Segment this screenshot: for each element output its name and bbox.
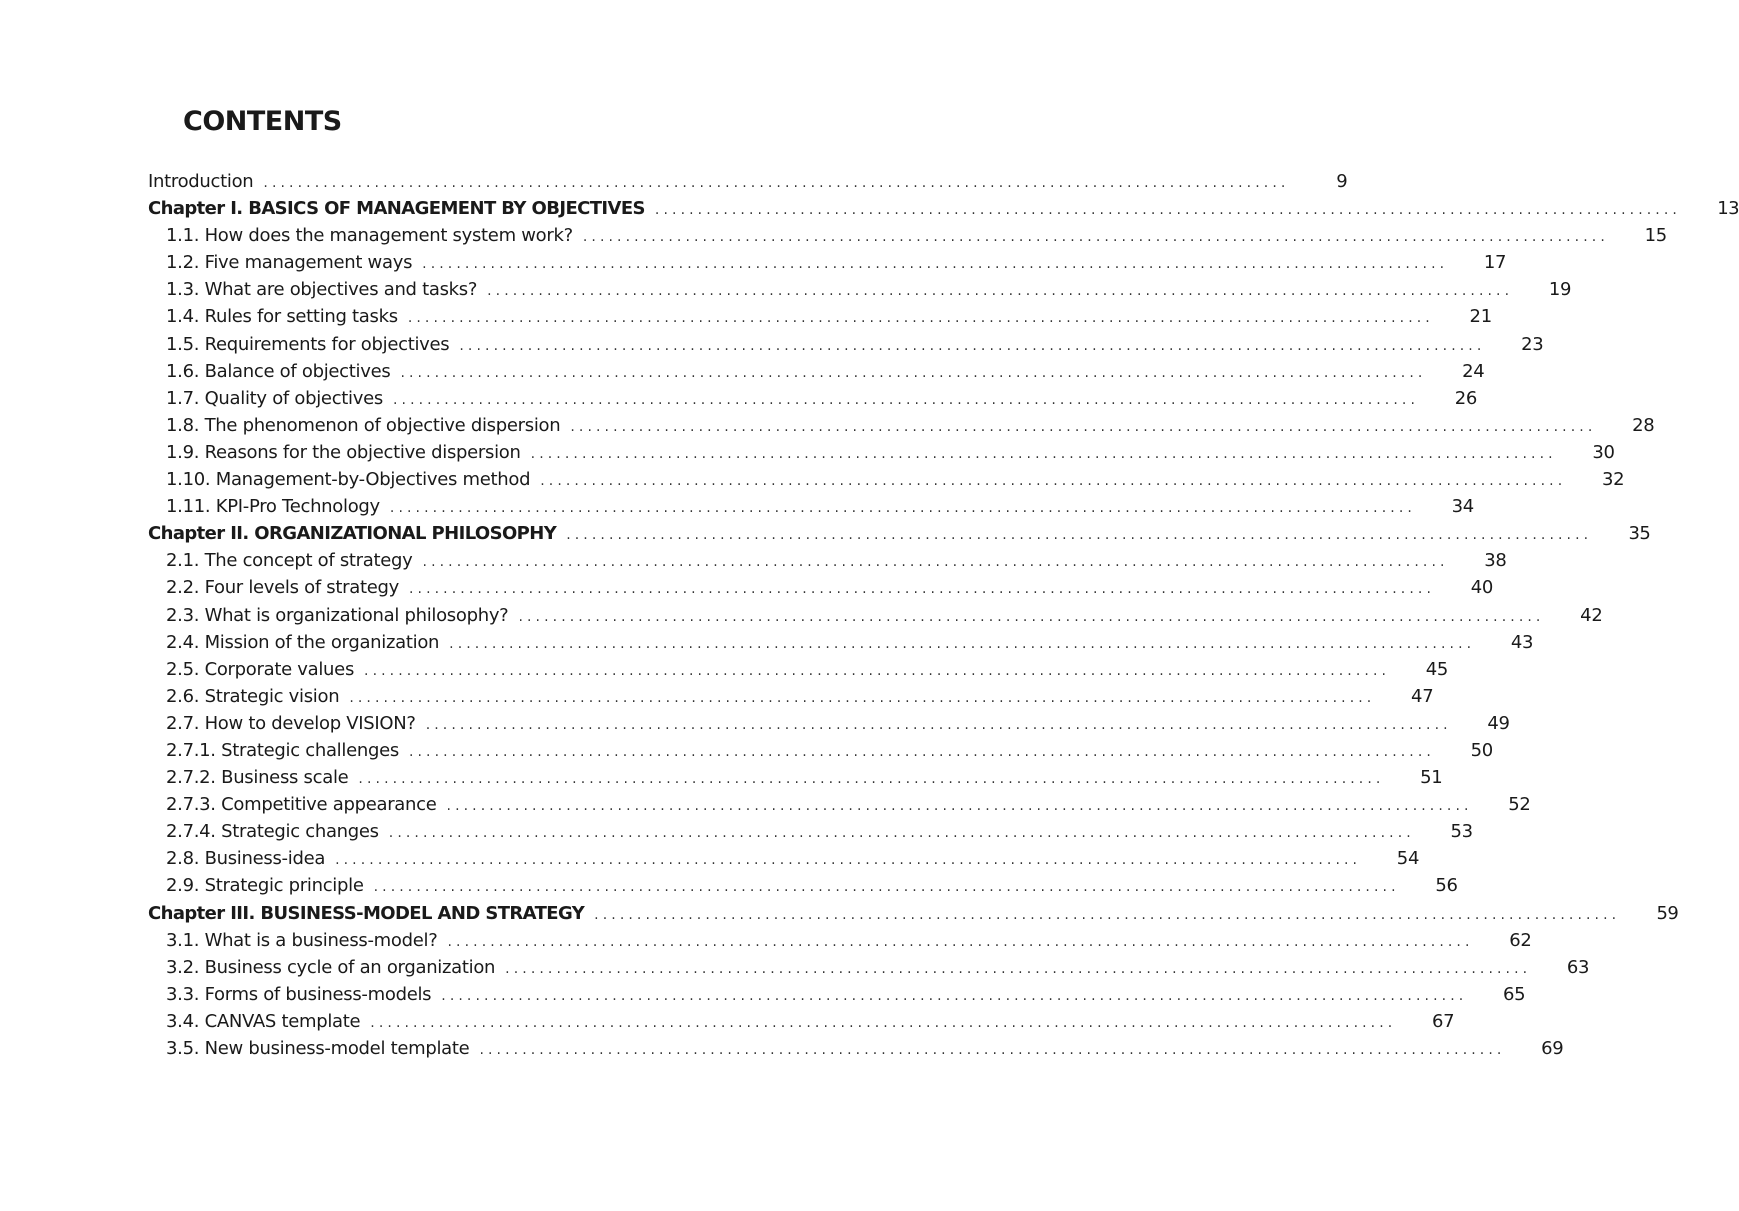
table-of-contents: [148, 168, 1739, 1062]
dot-leader: ........................................................................................................................: [422, 554, 1449, 571]
toc-entry-title: 2.8. Business-idea: [166, 848, 326, 870]
toc-entry: [148, 872, 1458, 899]
dot-leader: ........................................................................................................................: [358, 771, 1385, 788]
toc-chapter-entry: [148, 900, 1679, 927]
toc-chapter-entry: [148, 195, 1739, 222]
toc-entry: [148, 574, 1494, 601]
toc-page-number: 38: [1484, 550, 1507, 572]
toc-page-number: 26: [1454, 387, 1477, 409]
toc-page-number: 19: [1548, 279, 1572, 301]
toc-page-number: 69: [1541, 1038, 1564, 1059]
dot-leader: ........................................................................................................................: [388, 825, 1415, 842]
toc-page-number: 34: [1451, 496, 1474, 518]
toc-entry: [148, 1008, 1455, 1035]
dot-leader: ........................................................................................................................: [654, 202, 1681, 219]
toc-page-number: 35: [1628, 523, 1651, 545]
dot-leader: ........................................................................................................................: [530, 445, 1557, 462]
dot-leader: ........................................................................................................................: [447, 933, 1474, 950]
dot-leader: ........................................................................................................................: [392, 391, 1419, 408]
page-title: CONTENTS: [183, 106, 342, 137]
toc-entry-title: 3.3. Forms of business-models: [166, 983, 432, 1005]
toc-page-number: 65: [1502, 983, 1526, 1005]
toc-entry-title: 1.3. What are objectives and tasks?: [166, 279, 478, 301]
toc-entry: [148, 1035, 1564, 1062]
dot-leader: ........................................................................................................................: [505, 960, 1532, 977]
toc-entry: [148, 954, 1590, 981]
toc-entry-title: 1.7. Quality of objectives: [166, 387, 383, 409]
dot-leader: ........................................................................................................................: [370, 1014, 1397, 1031]
toc-entry: [148, 656, 1449, 683]
dot-leader: ........................................................................................................................: [594, 906, 1621, 923]
toc-page-number: 56: [1435, 875, 1458, 897]
dot-leader: ........................................................................................................................: [582, 229, 1609, 246]
toc-page-number: 59: [1656, 902, 1679, 924]
toc-entry: [148, 249, 1507, 276]
dot-leader: ........................................................................................................................: [364, 662, 1391, 679]
dot-leader: ........................................................................................................................: [540, 473, 1567, 490]
toc-page-number: 45: [1425, 658, 1449, 680]
toc-entry: [148, 547, 1507, 574]
toc-entry: [148, 168, 1348, 195]
toc-entry: [148, 331, 1544, 358]
toc-page-number: 23: [1521, 333, 1544, 355]
dot-leader: ........................................................................................................................: [441, 987, 1468, 1004]
toc-entry-title: Introduction: [148, 171, 254, 192]
toc-page-number: 40: [1470, 577, 1494, 599]
toc-page-number: 49: [1487, 712, 1510, 734]
toc-page-number: 24: [1462, 360, 1485, 382]
toc-entry-title: 2.7.4. Strategic changes: [166, 821, 379, 843]
toc-page-number: 62: [1509, 929, 1532, 951]
toc-entry-title: 2.7.2. Business scale: [166, 767, 349, 789]
toc-page-number: 54: [1396, 848, 1420, 870]
toc-entry-title: 3.5. New business-model template: [166, 1038, 470, 1059]
toc-page-number: 63: [1566, 956, 1590, 978]
dot-leader: ........................................................................................................................: [446, 798, 1473, 815]
dot-leader: ........................................................................................................................: [408, 581, 1436, 598]
toc-page-number: 28: [1632, 414, 1655, 436]
toc-entry: [148, 764, 1443, 791]
toc-page-number: 50: [1470, 739, 1493, 761]
dot-leader: ........................................................................................................................: [449, 635, 1476, 652]
toc-entry-title: 2.9. Strategic principle: [166, 875, 364, 897]
toc-entry-title: 1.10. Management-by-Objectives method: [166, 469, 531, 491]
toc-entry: [148, 358, 1485, 385]
toc-entry: [148, 385, 1477, 412]
toc-entry-title: 1.4. Rules for setting tasks: [166, 306, 398, 328]
toc-entry: [148, 602, 1603, 629]
toc-entry-title: 2.4. Mission of the organization: [166, 631, 440, 653]
dot-leader: ........................................................................................................................: [479, 1042, 1506, 1058]
toc-entry-title: 2.7.3. Competitive appearance: [166, 794, 437, 816]
toc-entry: [148, 791, 1531, 818]
toc-entry-title: 3.2. Business cycle of an organization: [166, 956, 496, 978]
dot-leader: ........................................................................................................................: [566, 527, 1593, 544]
dot-leader: ........................................................................................................................: [263, 175, 1290, 191]
toc-entry: [148, 737, 1493, 764]
toc-entry: [148, 412, 1655, 439]
toc-entry-title: 3.4. CANVAS template: [166, 1010, 361, 1032]
toc-entry-title: 1.2. Five management ways: [166, 252, 413, 274]
toc-entry-title: 2.3. What is organizational philosophy?: [166, 604, 509, 626]
toc-page-number: 17: [1483, 252, 1507, 274]
dot-leader: ........................................................................................................................: [407, 310, 1434, 327]
toc-entry-title: 2.7.1. Strategic challenges: [166, 739, 399, 761]
toc-page-number: 9: [1336, 171, 1348, 192]
dot-leader: ........................................................................................................................: [422, 256, 1449, 273]
dot-leader: ........................................................................................................................: [335, 852, 1362, 869]
toc-entry: [148, 222, 1667, 249]
dot-leader: ........................................................................................................................: [373, 879, 1400, 896]
toc-entry-title: 2.2. Four levels of strategy: [166, 577, 399, 599]
toc-entry: [148, 629, 1534, 656]
toc-page-number: 42: [1580, 604, 1603, 626]
toc-entry-title: 2.1. The concept of strategy: [166, 550, 413, 572]
toc-page-number: 32: [1601, 469, 1625, 491]
toc-entry-title: 3.1. What is a business-model?: [166, 929, 438, 951]
toc-entry-title: 1.11. KPI-Pro Technology: [166, 496, 380, 518]
toc-entry: [148, 683, 1434, 710]
dot-leader: ........................................................................................................................: [408, 743, 1435, 760]
toc-entry: [148, 845, 1420, 872]
dot-leader: ........................................................................................................................: [400, 364, 1427, 381]
toc-page-number: 43: [1510, 631, 1534, 653]
toc-page-number: 53: [1450, 821, 1473, 843]
dot-leader: ........................................................................................................................: [487, 283, 1514, 300]
dot-leader: ........................................................................................................................: [389, 500, 1416, 517]
toc-entry-title: Chapter I. BASICS OF MANAGEMENT BY OBJECTIVES: [148, 198, 645, 220]
toc-page-number: 47: [1411, 685, 1434, 707]
toc-entry: [148, 818, 1473, 845]
toc-page-number: 21: [1469, 306, 1492, 328]
dot-leader: ........................................................................................................................: [518, 608, 1545, 625]
toc-entry: [148, 981, 1526, 1008]
toc-entry: [148, 710, 1510, 737]
toc-entry-title: Chapter II. ORGANIZATIONAL PHILOSOPHY: [148, 523, 557, 545]
toc-page-number: 30: [1592, 441, 1615, 463]
toc-entry-title: 1.1. How does the management system work?: [166, 225, 573, 247]
dot-leader: ........................................................................................................................: [459, 337, 1486, 354]
toc-entry: [148, 927, 1532, 954]
dot-leader: ........................................................................................................................: [349, 689, 1376, 706]
toc-entry: [148, 439, 1615, 466]
toc-entry: [148, 276, 1572, 303]
toc-page-number: 13: [1717, 198, 1739, 220]
toc-entry-title: 1.8. The phenomenon of objective dispersion: [166, 414, 561, 436]
toc-chapter-entry: [148, 520, 1651, 547]
dot-leader: ........................................................................................................................: [570, 418, 1597, 435]
toc-entry: [148, 466, 1625, 493]
toc-page-number: 15: [1644, 225, 1667, 247]
toc-entry: [148, 303, 1492, 330]
toc-entry: [148, 493, 1474, 520]
toc-entry-title: 2.6. Strategic vision: [166, 685, 340, 707]
toc-entry-title: 2.5. Corporate values: [166, 658, 355, 680]
toc-entry-title: 1.6. Balance of objectives: [166, 360, 391, 382]
toc-page-number: 67: [1432, 1010, 1455, 1032]
toc-entry-title: Chapter III. BUSINESS-MODEL AND STRATEGY: [148, 902, 585, 924]
toc-entry-title: 1.5. Requirements for objectives: [166, 333, 450, 355]
toc-entry-title: 2.7. How to develop VISION?: [166, 712, 416, 734]
toc-entry-title: 1.9. Reasons for the objective dispersion: [166, 441, 521, 463]
dot-leader: ........................................................................................................................: [425, 716, 1452, 733]
toc-page-number: 51: [1420, 767, 1443, 789]
toc-page-number: 52: [1508, 794, 1531, 816]
